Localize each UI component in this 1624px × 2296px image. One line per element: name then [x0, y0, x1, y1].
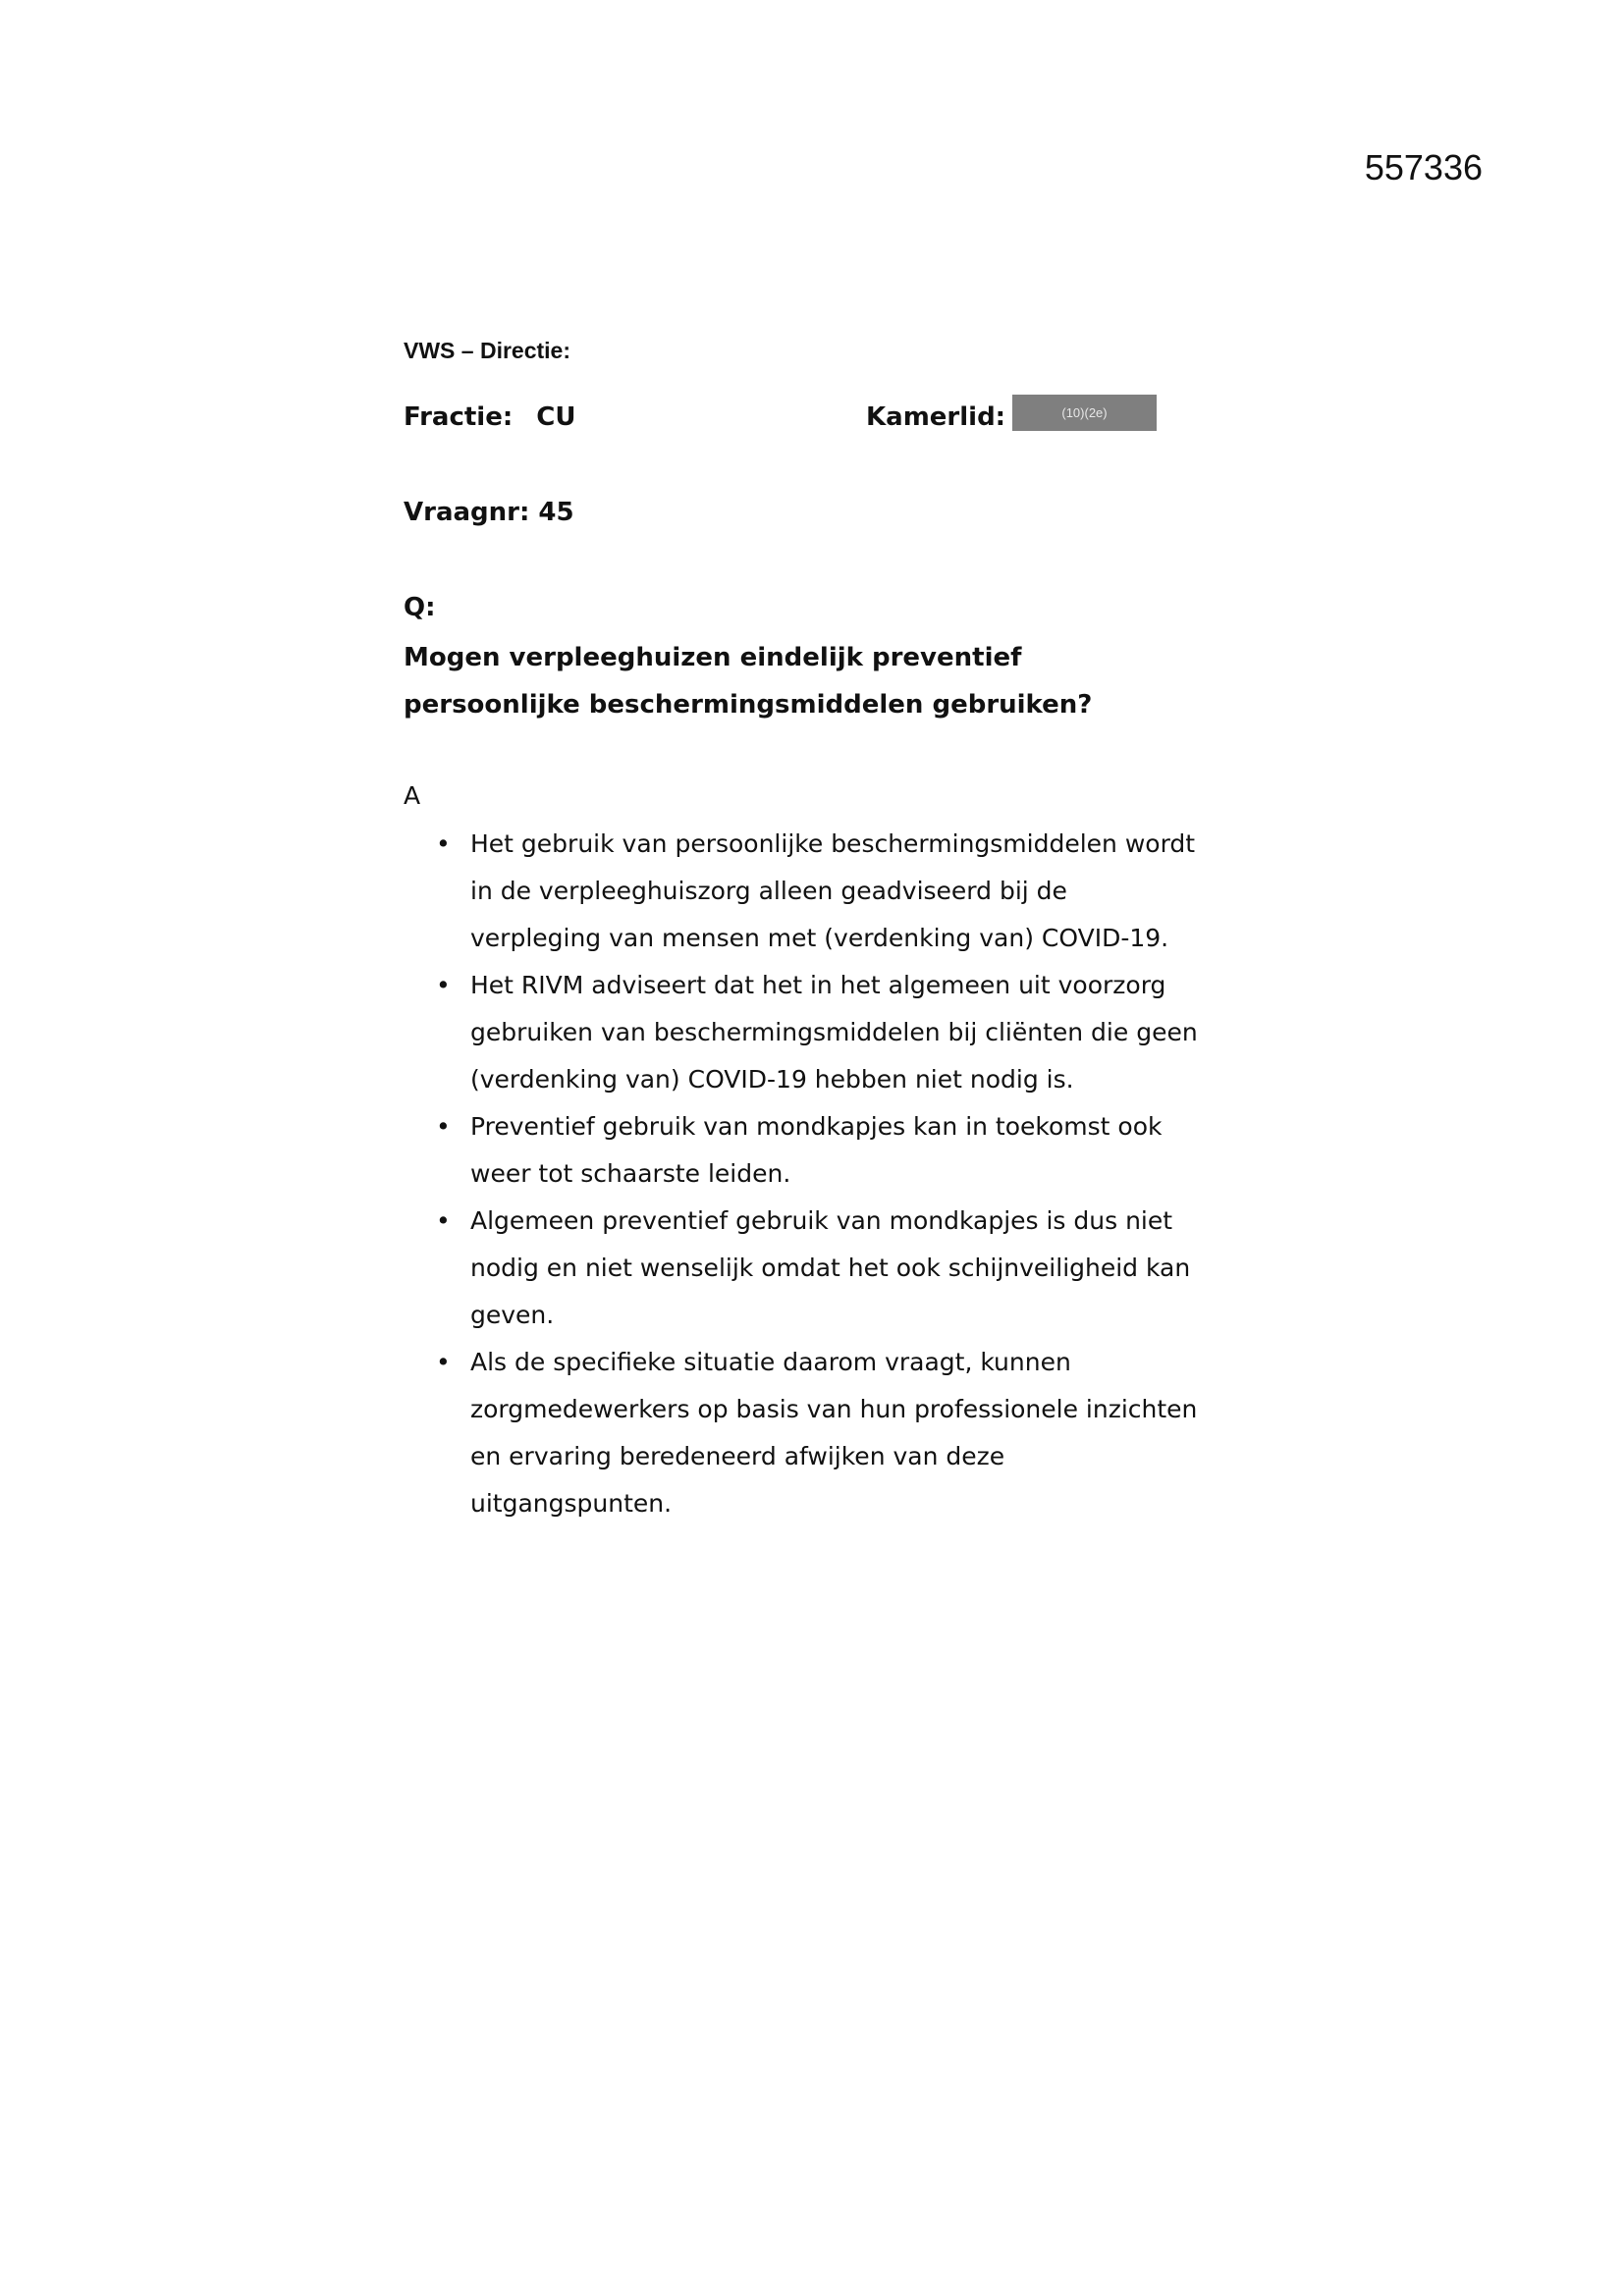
answer-line: uitgangspunten.	[470, 1489, 673, 1518]
answer-line: Algemeen preventief gebruik van mondkapjes is dus niet	[470, 1206, 1173, 1235]
fractie	[404, 404, 575, 430]
kamerlid-label: Kamerlid:	[866, 402, 1006, 432]
directorate-label: VWS – Directie:	[404, 338, 570, 363]
bullet-icon: •	[436, 1206, 451, 1235]
answer-line: en ervaring beredeneerd afwijken van deze	[470, 1442, 1005, 1470]
answer-line: weer tot schaarste leiden.	[470, 1159, 791, 1188]
bullet-icon: •	[436, 1348, 451, 1376]
answer-item	[404, 1339, 1268, 1527]
question-line: persoonlijke beschermingsmiddelen gebruiken?	[404, 690, 1093, 720]
question-number: Vraagnr: 45	[404, 498, 574, 527]
document-number: 557336	[1364, 147, 1483, 187]
answer-line: Het RIVM adviseert dat het in het algemeen uit voorzorg	[470, 971, 1166, 999]
fractie-label: Fractie:	[404, 402, 514, 432]
answer-line: Preventief gebruik van mondkapjes kan in toekomst ook	[470, 1112, 1163, 1141]
answer-item	[404, 962, 1268, 1103]
answer-label: A	[404, 781, 421, 810]
question-line: Mogen verpleeghuizen eindelijk preventief	[404, 643, 1022, 672]
answer-line: zorgmedewerkers op basis van hun professionele inzichten	[470, 1395, 1198, 1423]
answer-item	[404, 1103, 1268, 1198]
answer-line: gebruiken van beschermingsmiddelen bij cliënten die geen	[470, 1018, 1198, 1046]
answer-list	[404, 821, 1268, 1527]
answer-item	[404, 821, 1268, 962]
bullet-icon: •	[436, 829, 451, 858]
answer-line: geven.	[470, 1301, 555, 1329]
answer-line: verpleging van mensen met (verdenking van) COVID-19.	[470, 924, 1169, 952]
question-text	[404, 634, 1268, 728]
answer-line: (verdenking van) COVID-19 hebben niet nodig is.	[470, 1065, 1074, 1094]
answer-line: in de verpleeghuiszorg alleen geadviseerd bij de	[470, 877, 1067, 905]
bullet-icon: •	[436, 1112, 451, 1141]
meta-row	[404, 404, 1287, 442]
answer-item	[404, 1198, 1268, 1339]
answer-line: Het gebruik van persoonlijke beschermingsmiddelen wordt	[470, 829, 1196, 858]
answer-line: nodig en niet wenselijk omdat het ook schijnveiligheid kan	[470, 1254, 1191, 1282]
answer-line: Als de specifieke situatie daarom vraagt, kunnen	[470, 1348, 1071, 1376]
fractie-value: CU	[536, 402, 576, 432]
question-label: Q:	[404, 593, 436, 622]
redaction-box: (10)(2e)	[1012, 395, 1157, 431]
bullet-icon: •	[436, 971, 451, 999]
